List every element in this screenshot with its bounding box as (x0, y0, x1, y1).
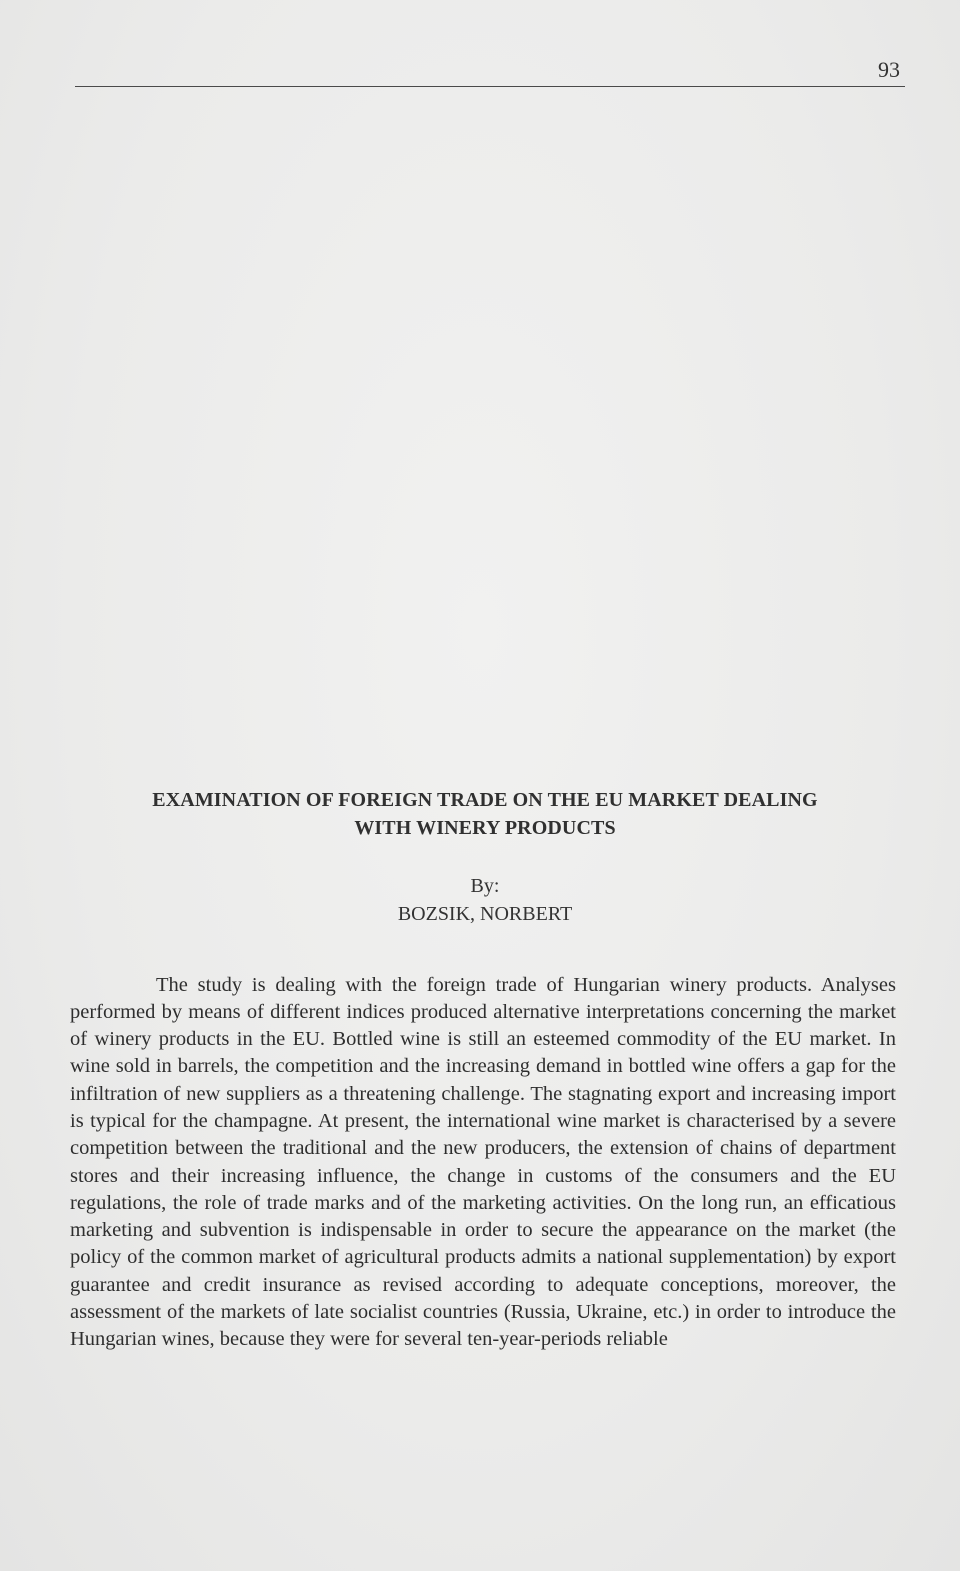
byline (70, 872, 900, 928)
author-name: BOZSIK, NORBERT (397, 903, 573, 925)
header-rule (75, 86, 905, 87)
page-number: 93 (878, 57, 900, 82)
article-title-line-2: WITH WINERY PRODUCTS (354, 817, 616, 839)
abstract-paragraph: The study is dealing with the foreign trade of Hungarian winery products. Analyses performed by means of different indices produced alternative interpretations concerning the market of winery products in the EU. Bottled wine is still an esteemed commodity of the EU market. In wine sold in barrels, the competition and the increasing demand in bottled wine offers a gap for the infiltration of new suppliers as a threatening challenge. The stagnating export and increasing import is typical for the champagne. At present, the international wine market is characterised by a severe competition between the traditional and the new producers, the extension of chains of department stores and their increasing influence, the change in customs of the consumers and the EU regulations, the role of trade marks and of the marketing activities. On the long run, an efficatious marketing and subvention is indispensable in order to secure the appearance on the market (the policy of the common market of agricultural products admits a national supplementation) by export guarantee and credit insurance as revised according to adequate conceptions, moreover, the assessment of the markets of late socialist countries (Russia, Ukraine, etc.) in order to introduce the Hungarian wines, because they were for several ten-year-periods reliable (70, 973, 896, 1351)
article-title (70, 786, 900, 842)
by-label: By: (470, 875, 500, 897)
article-title-line-1: EXAMINATION OF FOREIGN TRADE ON THE EU MARKET DEALING (152, 789, 818, 811)
